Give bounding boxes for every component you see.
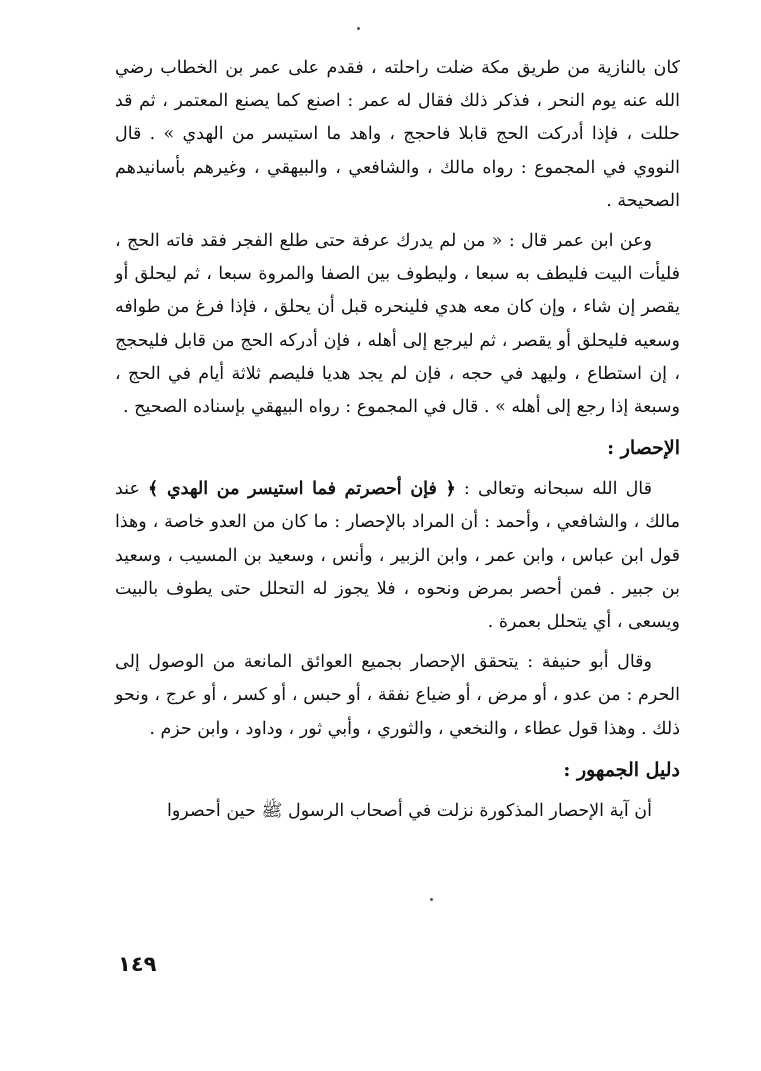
scan-speck — [430, 898, 433, 901]
heading-ihsar: الإحصار : — [607, 437, 680, 460]
paragraph-3-intro: قال الله سبحانه وتعالى : — [455, 479, 652, 500]
paragraph-5: أن آية الإحصار المذكورة نزلت في أصحاب الرسول ﷺ حين أحصروا — [166, 800, 652, 821]
paragraph-2: وعن ابن عمر قال : « من لم يدرك عرفة حتى طلع الفجر فقد فاته الحج ، فليأت البيت فليطف به سبعا ، وليطوف بين الصفا والمروة سبعا ، ثم ليحلق أو يقصر إن شاء ، وإن كان معه هدي فلينحره قبل أن يحلق ، فإذا فرغ من طوافه وسعيه فليحلق أو يقصر ، ثم ليرجع إلى أهله ، فإن أدركه الحج من قابل فليحجج ، إن استطاع ، وليهد في حجه ، فإن لم يجد هديا فليصم ثلاثة أيام في الحج ، وسبعة إذا رجع إلى أهله » . قال في المجموع : رواه البيهقي بإسناده الصحيح . — [115, 231, 680, 418]
scan-speck — [357, 27, 360, 30]
paragraph-3 — [115, 473, 680, 639]
paragraph-1: كان بالنازية من طريق مكة ضلت راحلته ، فقدم على عمر بن الخطاب رضي الله عنه يوم النحر ، فذكر ذلك فقال له عمر : اصنع كما يصنع المعتمر ، ثم قد حللت ، فإذا أدركت الحج قابلا فاحجج ، واهد ما استيسر من الهدي » . قال النووي في المجموع : رواه مالك ، والشافعي ، والبيهقي ، وغيرهم بأسانيدهم الصحيحة . — [115, 58, 680, 211]
heading-dalil-aljumhur: دليل الجمهور : — [563, 758, 680, 781]
page-body — [115, 52, 680, 835]
quran-verse: ﴿ فإن أحصرتم فما استيسر من الهدي ﴾ — [148, 479, 456, 500]
paragraph-4: وقال أبو حنيفة : يتحقق الإحصار بجميع العوائق المانعة من الوصول إلى الحرم : من عدو ، أو مرض ، أو ضياع نفقة ، أو حبس ، أو كسر ، أو عرج ، ونحو ذلك . وهذا قول عطاء ، والنخعي ، والثوري ، وأبي ثور ، وداود ، وابن حزم . — [115, 652, 680, 739]
paragraph-3-rest: عند مالك ، والشافعي ، وأحمد : أن المراد بالإحصار : ما كان من العدو خاصة ، وهذا قول ابن عباس ، وابن عمر ، وابن الزبير ، وأنس ، وسعيد بن المسيب ، وسعيد بن جبير . فمن أحصر بمرض ونحوه ، فلا يجوز له التحلل حتى يطوف بالبيت ويسعى ، أي يتحلل بعمرة . — [115, 479, 680, 633]
page-number: ١٤٩ — [118, 952, 157, 976]
